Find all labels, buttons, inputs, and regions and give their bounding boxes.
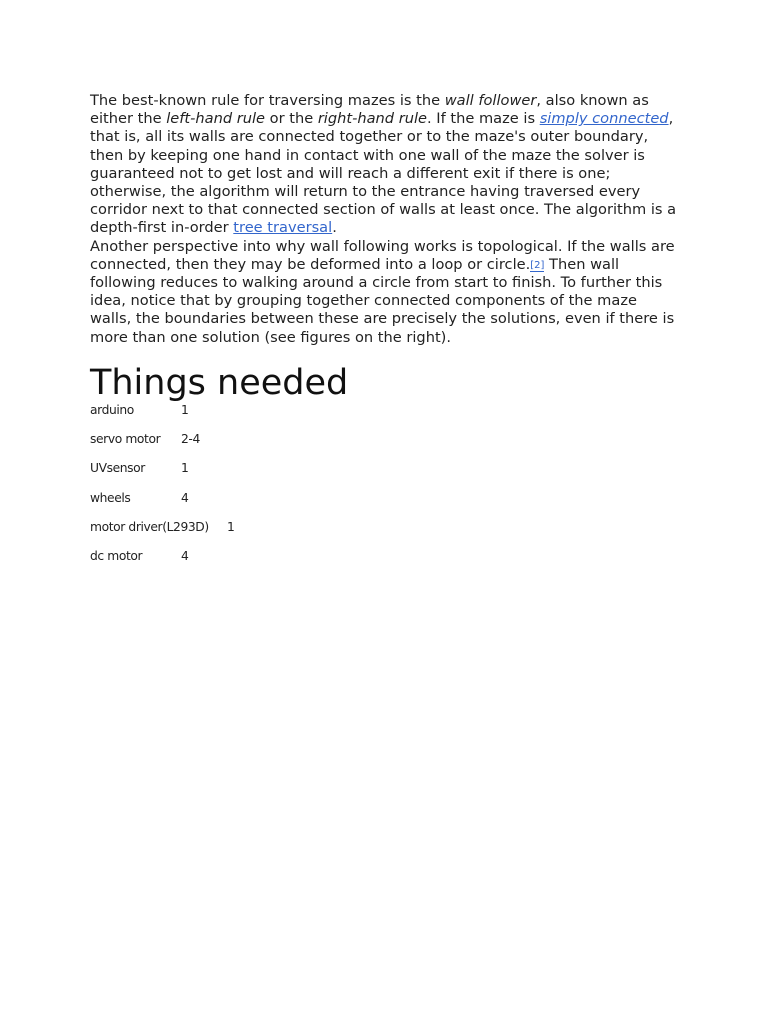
item-name: arduino (90, 402, 134, 417)
text-run: Then wall following reduces to walking around a circle from start to finish. To further this idea, notice that by grouping together connected components of the maze walls, the boundaries between these are precisely the solutions, even if there is more than one solution (see figures on the right). (90, 255, 675, 346)
list-item (90, 432, 680, 461)
text-run: Another perspective into why wall following works is topological. If the walls are connected, then they may be deformed into a loop or circle. (90, 237, 675, 273)
list-item (90, 520, 680, 549)
item-name: motor driver(L293D) (90, 520, 209, 535)
term-right-hand-rule: right-hand rule (317, 110, 427, 128)
item-quantity: 4 (181, 490, 189, 505)
list-item (90, 549, 680, 578)
item-quantity: 2-4 (181, 432, 200, 447)
text-run: The best-known rule for traversing mazes is the (90, 92, 445, 109)
text-run: , that is, all its walls are connected together or to the maze's outer boundary, then by keeping one hand in contact with one wall of the maze the solver is guaranteed not to get lost and will reach a different exit if there is one; otherwise, the algorithm will return to the entrance having traversed every corridor next to that connected section of walls at least once. The algorithm is a depth-first in-order (90, 110, 677, 237)
list-item (90, 403, 680, 432)
document-page (90, 92, 680, 579)
item-name: wheels (90, 490, 131, 505)
paragraph-wall-follower (90, 92, 680, 238)
item-quantity: 1 (181, 402, 189, 417)
text-run: . (332, 219, 337, 237)
term-left-hand-rule: left-hand rule (166, 110, 266, 128)
item-name: servo motor (90, 432, 161, 447)
item-quantity: 4 (181, 549, 189, 564)
citation (530, 260, 544, 272)
things-needed-heading: Things needed (90, 362, 349, 403)
item-name: UVsensor (90, 461, 145, 476)
term-wall-follower: wall follower (444, 92, 537, 109)
citation-link-2[interactable]: [2] (530, 259, 545, 271)
list-item (90, 491, 680, 520)
item-name: dc motor (90, 549, 143, 564)
list-item (90, 461, 680, 490)
item-quantity: 1 (181, 461, 189, 476)
things-needed-list (90, 403, 680, 579)
text-run: . If the maze is (427, 110, 540, 128)
text-run: , also known as either the (90, 92, 649, 128)
link-simply-connected[interactable]: simply connected (539, 110, 669, 128)
paragraph-topological (90, 238, 680, 347)
item-quantity: 1 (227, 520, 235, 535)
text-run: or the (265, 110, 318, 128)
link-tree-traversal[interactable]: tree traversal (233, 219, 333, 237)
